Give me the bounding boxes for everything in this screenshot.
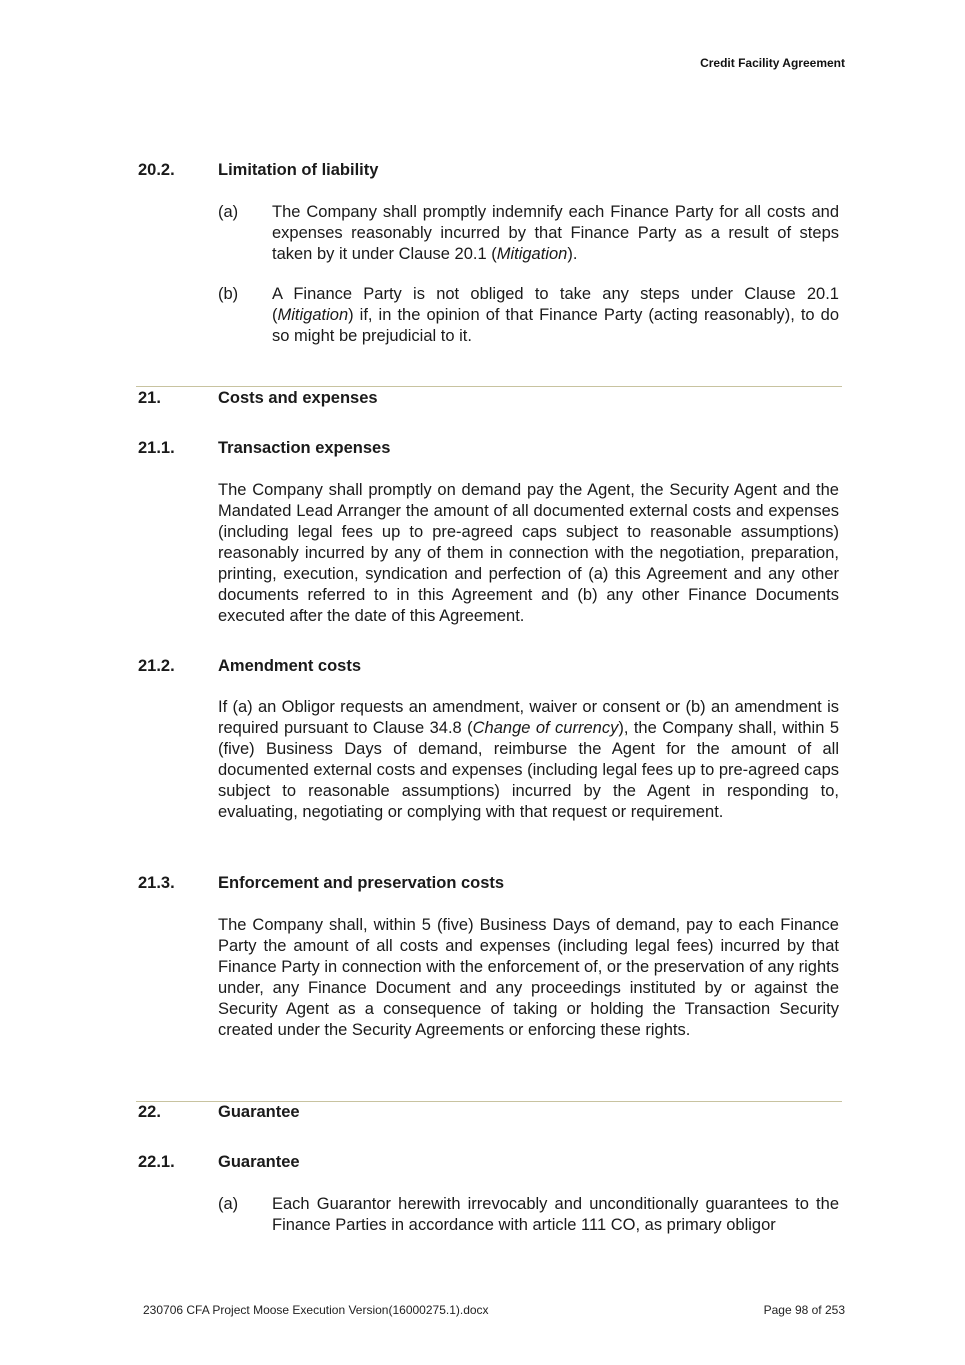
- section-title: Guarantee: [218, 1153, 300, 1171]
- document-header-title: Credit Facility Agreement: [700, 56, 845, 70]
- section-number: 21.3.: [138, 874, 175, 892]
- clause-20-2-b: [218, 284, 839, 347]
- clause-text: The Company shall promptly indemnify each Finance Party for all costs and expenses reasonably incurred by that Finance Party as a result of steps taken by it under Clause 20.1 (Mitigation).: [272, 203, 839, 263]
- section-heading-21-1: [138, 439, 390, 458]
- section-heading-22-1: [138, 1153, 300, 1172]
- clause-21-2-body: If (a) an Obligor requests an amendment, waiver or consent or (b) an amendment is required pursuant to Clause 34.8 (Change of currency), the Company shall, within 5 (five) Business Days of demand, reimburse the Agent for the amount of all documented external costs and expenses (including legal fees up to pre-agreed caps subject to reasonable assumptions) incurred by the Agent in responding to, evaluating, negotiating or complying with that request or requirement.: [218, 698, 840, 821]
- clause-label: (a): [218, 203, 239, 221]
- section-title: Transaction expenses: [218, 439, 391, 457]
- section-number: 21.2.: [138, 657, 175, 675]
- clause-text: A Finance Party is not obliged to take any steps under Clause 20.1 (Mitigation) if, in the opinion of that Finance Party (acting reasonably), to do so might be prejudicial to it.: [272, 285, 839, 345]
- clause-21-3-body: The Company shall, within 5 (five) Business Days of demand, pay to each Finance Party the amount of all costs and expenses (including legal fees) incurred by that Finance Party in connection with the enforcement of, or the preservation of any rights under, any Finance Document and any proceedings instituted by or against the Security Agent as a consequence of taking or holding the Transaction Security created under the Security Agreements or enforcing these rights.: [218, 916, 839, 1039]
- section-number: 22.: [138, 1103, 161, 1121]
- section-heading-22: [138, 1103, 300, 1122]
- section-heading-20-2: [138, 161, 378, 180]
- section-number: 21.1.: [138, 439, 175, 457]
- section-title: Costs and expenses: [218, 389, 378, 407]
- section-number: 21.: [138, 389, 161, 407]
- clause-20-2-a: [218, 202, 839, 265]
- clause-21-1-body: The Company shall promptly on demand pay the Agent, the Security Agent and the Mandated Lead Arranger the amount of all documented external costs and expenses (including legal fees up to pre-agreed caps subject to reasonable assumptions) reasonably incurred by any of them in connection with the negotiation, preparation, printing, execution, syndication and perfection of (a) this Agreement and any other documents referred to in this Agreement and (b) any other Finance Documents executed after the date of this Agreement.: [218, 481, 839, 625]
- section-title: Limitation of liability: [218, 161, 379, 179]
- footer-page-number: Page 98 of 253: [763, 1303, 845, 1317]
- section-title: Enforcement and preservation costs: [218, 874, 505, 892]
- clause-text: Each Guarantor herewith irrevocably and unconditionally guarantees to the Finance Parties in accordance with article 111 CO, as primary obligor: [272, 1195, 839, 1234]
- section-divider: [136, 1101, 842, 1102]
- section-number: 22.1.: [138, 1153, 175, 1171]
- clause-label: (b): [218, 285, 239, 303]
- section-heading-21: [138, 389, 378, 408]
- section-number: 20.2.: [138, 161, 175, 179]
- section-heading-21-3: [138, 874, 504, 893]
- section-title: Guarantee: [218, 1103, 300, 1121]
- clause-label: (a): [218, 1195, 239, 1213]
- clause-22-1-a: [218, 1194, 839, 1236]
- section-divider: [136, 386, 842, 387]
- section-heading-21-2: [138, 657, 361, 676]
- section-title: Amendment costs: [218, 657, 362, 675]
- footer-filename: 230706 CFA Project Moose Execution Version(16000275.1).docx: [143, 1303, 489, 1317]
